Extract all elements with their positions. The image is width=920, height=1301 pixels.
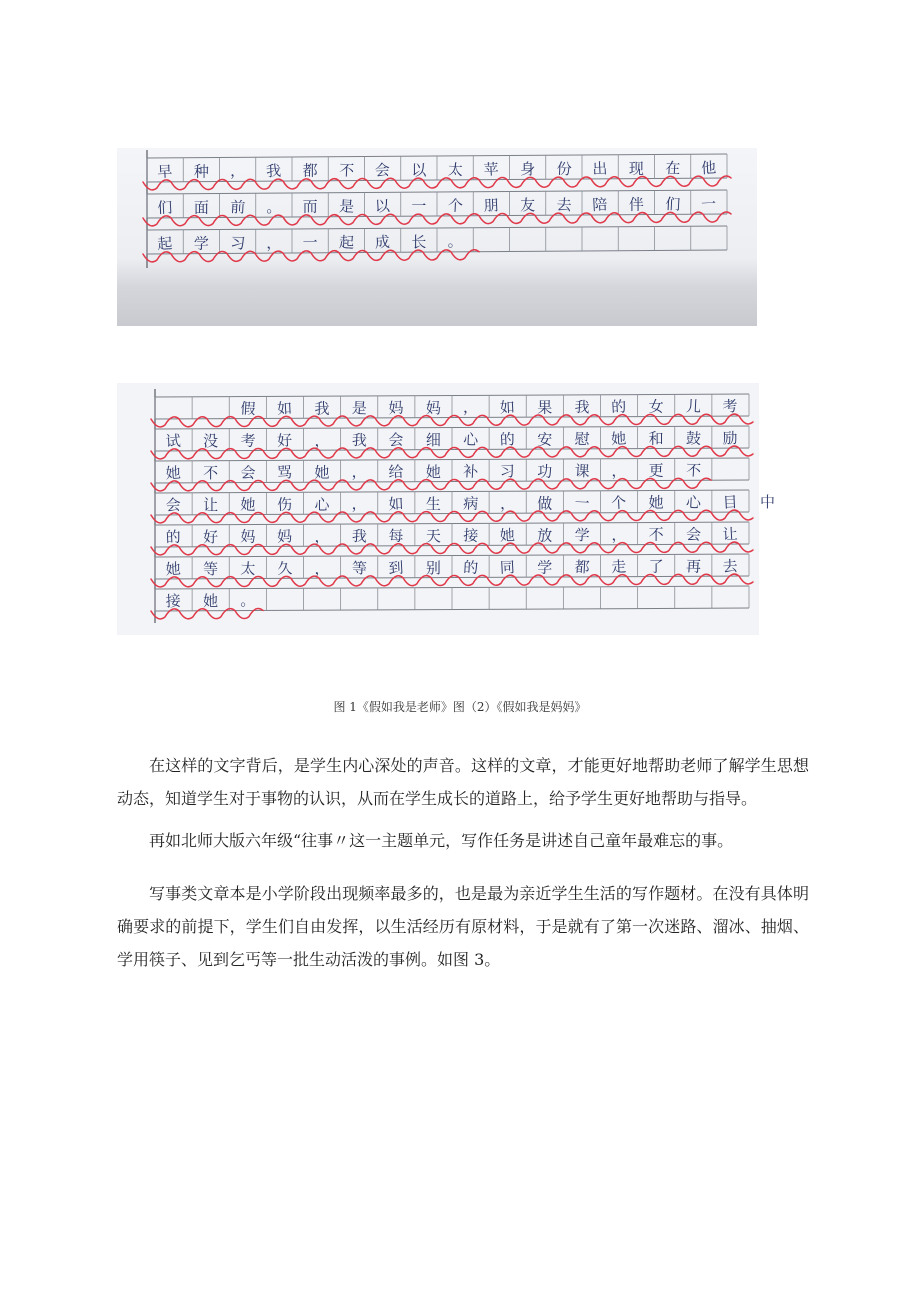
handwritten-character: 。 [240,591,257,611]
handwritten-character: 朋 [483,196,500,215]
handwritten-character: 们 [664,194,681,214]
handwritten-character: 病 [462,494,479,514]
handwritten-character: 不 [648,525,664,544]
handwritten-character: 让 [203,495,219,514]
handwritten-character: 我 [265,161,282,181]
handwritten-character: 考 [722,396,739,416]
handwritten-character: 同 [499,558,516,577]
handwritten-character: 妈 [388,398,405,418]
handwritten-character: 目 [722,492,739,512]
handwritten-character: 久 [276,559,293,578]
figure-caption: 图 1《假如我是老师》图（2）《假如我是妈妈》 [333,700,587,714]
handwritten-character: 励 [722,428,739,448]
handwritten-character: ， [351,494,368,514]
handwritten-character: 个 [447,196,464,216]
handwritten-character: ， [229,161,246,181]
handwritten-character: 我 [574,397,591,417]
handwritten-character: ， [314,527,330,546]
handwritten-character: ， [351,462,368,482]
handwritten-character: 考 [240,431,257,451]
handwritten-character: 他 [700,158,717,178]
handwritten-character: 以 [411,160,427,179]
handwritten-character: 她 [499,526,516,545]
handwritten-character: 接 [165,591,182,611]
handwritten-character: 功 [537,462,553,481]
handwritten-character: 的 [462,558,479,578]
handwritten-character: 心 [462,430,479,450]
handwritten-character: 她 [314,463,330,482]
handwritten-character: 份 [556,159,573,179]
handwritten-character: 果 [537,398,553,417]
handwritten-character: ， [265,233,282,253]
handwritten-character: 我 [314,399,330,418]
handwritten-character: 个 [610,493,627,513]
handwritten-character: 陪 [591,195,608,215]
handwritten-character: 早 [156,162,173,182]
handwritten-character: 不 [203,463,219,482]
handwritten-character: ， [462,398,479,418]
handwritten-character: 如 [276,399,293,418]
handwritten-character: 细 [425,430,441,449]
handwritten-character: 。 [265,197,282,217]
handwritten-character: 假 [240,399,257,419]
handwritten-character: 种 [193,162,209,181]
handwritten-character: 别 [425,558,441,577]
handwritten-character: 去 [556,195,573,215]
handwritten-character: 她 [203,591,219,610]
handwritten-character: 苹 [483,160,500,179]
handwritten-character: 会 [388,430,405,450]
handwritten-character: 一 [574,493,591,513]
handwritten-character: 出 [591,159,608,179]
handwriting-photo-2-image [117,383,776,635]
handwritten-character: ， [610,461,627,481]
handwritten-character: 面 [193,198,209,217]
handwritten-character: 不 [338,161,355,180]
handwritten-character: 放 [537,526,553,545]
handwritten-character: 生 [425,494,441,513]
handwritten-character: 做 [537,494,553,513]
handwritten-character: 现 [628,159,644,178]
handwritten-character: 等 [203,559,219,578]
handwritten-character: 妈 [276,527,293,546]
handwritten-character: 没 [203,431,219,450]
handwritten-character: 如 [388,494,405,514]
handwritten-character: 会 [685,525,702,544]
handwritten-character: 接 [462,526,479,546]
handwritten-character: 女 [648,397,664,416]
handwritten-character: 太 [447,160,464,180]
handwritten-character: 是 [351,398,368,418]
handwritten-character: 中 [760,493,776,512]
handwritten-character: 起 [338,233,355,252]
handwritten-character: 好 [276,431,293,450]
handwritten-character: 长 [411,232,427,251]
handwritten-character: 我 [351,430,368,450]
handwritten-character: 补 [462,462,479,482]
handwritten-character: 慰 [574,429,591,449]
handwritten-character: 成 [374,232,391,252]
handwritten-character: 会 [165,495,182,515]
handwritten-character: 前 [229,197,246,217]
handwritten-character: 天 [425,526,441,545]
handwritten-character: 更 [648,461,664,480]
handwritten-character: 一 [411,196,427,215]
handwritten-character: 她 [425,462,441,481]
handwritten-character: 如 [499,398,516,417]
handwritten-character: 们 [156,198,173,218]
handwritten-character: ， [314,559,330,578]
handwritten-character: 身 [520,160,536,179]
handwritten-character: 起 [156,234,173,254]
handwritten-character: 妈 [425,398,441,417]
handwritten-character: 一 [700,194,717,214]
handwritten-character: 妈 [240,527,257,547]
handwritten-character: ， [499,494,516,513]
handwritten-character: 好 [203,527,219,546]
handwritten-character: 儿 [685,397,702,416]
handwritten-character: 学 [537,558,553,577]
handwritten-character: 的 [610,397,627,417]
handwritten-character: 鼓 [685,429,702,448]
handwritten-character: 我 [351,526,368,546]
handwritten-character: 友 [520,196,536,215]
handwritten-character: 她 [648,493,664,512]
handwritten-character: 安 [537,430,553,449]
handwriting-photo-2 [117,383,776,635]
handwritten-character: 。 [447,232,464,252]
handwritten-character: 骂 [276,463,293,482]
handwritten-character: 心 [314,495,330,514]
handwritten-character: 她 [610,429,627,449]
handwritten-character: 让 [722,524,739,544]
handwritten-character: 的 [165,527,182,547]
handwritten-character: 课 [574,461,591,481]
handwritten-character: 等 [351,558,368,578]
handwritten-character: 以 [374,196,391,216]
handwritten-character: 去 [722,556,739,576]
body-paragraph: 在这样的文字背后，是学生内心深处的声音。这样的文章，才能更好地帮助老师了解学生思想动态，知道学生对于事物的认识，从而在学生成长的道路上，给予学生更好地帮助与指导。 [117,756,809,808]
handwritten-character: 都 [574,557,591,577]
handwritten-character: 学 [574,525,591,545]
handwritten-character: 心 [685,493,702,512]
handwriting-photo-1-image [117,148,757,326]
handwritten-character: 在 [664,158,681,178]
handwritten-character: ， [314,431,330,450]
handwritten-character: 和 [648,429,664,448]
handwritten-character: 伤 [276,495,293,514]
handwritten-character: 不 [685,461,702,480]
handwritten-character: 她 [165,463,182,483]
handwritten-character: 一 [302,233,318,252]
handwritten-character: 都 [302,161,318,180]
handwritten-character: 习 [499,462,516,481]
handwritten-character: 习 [229,233,246,253]
handwritten-character: 她 [240,495,257,515]
handwritten-character: 太 [240,559,257,579]
body-paragraph: 写事类文章本是小学阶段出现频率最多的，也是最为亲近学生生活的写作题材。在没有具体明确要求的前提下，学生们自由发挥，以生活经历有原材料，于是就有了第一次迷路、溜冰、抽烟、学用筷子、见到乞丐等一批生动活泼的事例。如图 3。 [117,884,809,969]
body-paragraph: 再如北师大版六年级“往事〃这一主题单元，写作任务是讲述自己童年最难忘的事。 [149,831,734,850]
handwritten-character: 了 [648,557,664,576]
handwritten-character: ， [610,525,627,545]
handwritten-character: 而 [302,197,318,216]
handwritten-character: 她 [165,559,182,579]
handwritten-character: 学 [193,234,209,253]
handwritten-character: 到 [388,558,405,578]
handwritten-character: 是 [338,197,355,216]
handwritten-character: 每 [388,526,405,546]
handwriting-photo-1 [117,148,757,326]
handwritten-character: 伴 [628,195,644,214]
handwritten-character: 走 [610,557,627,577]
handwritten-character: 给 [388,462,405,482]
handwritten-character: 会 [240,463,257,483]
handwritten-character: 的 [499,430,516,449]
handwritten-character: 试 [165,431,182,451]
handwritten-character: 会 [374,160,391,180]
handwritten-character: 再 [685,557,702,576]
